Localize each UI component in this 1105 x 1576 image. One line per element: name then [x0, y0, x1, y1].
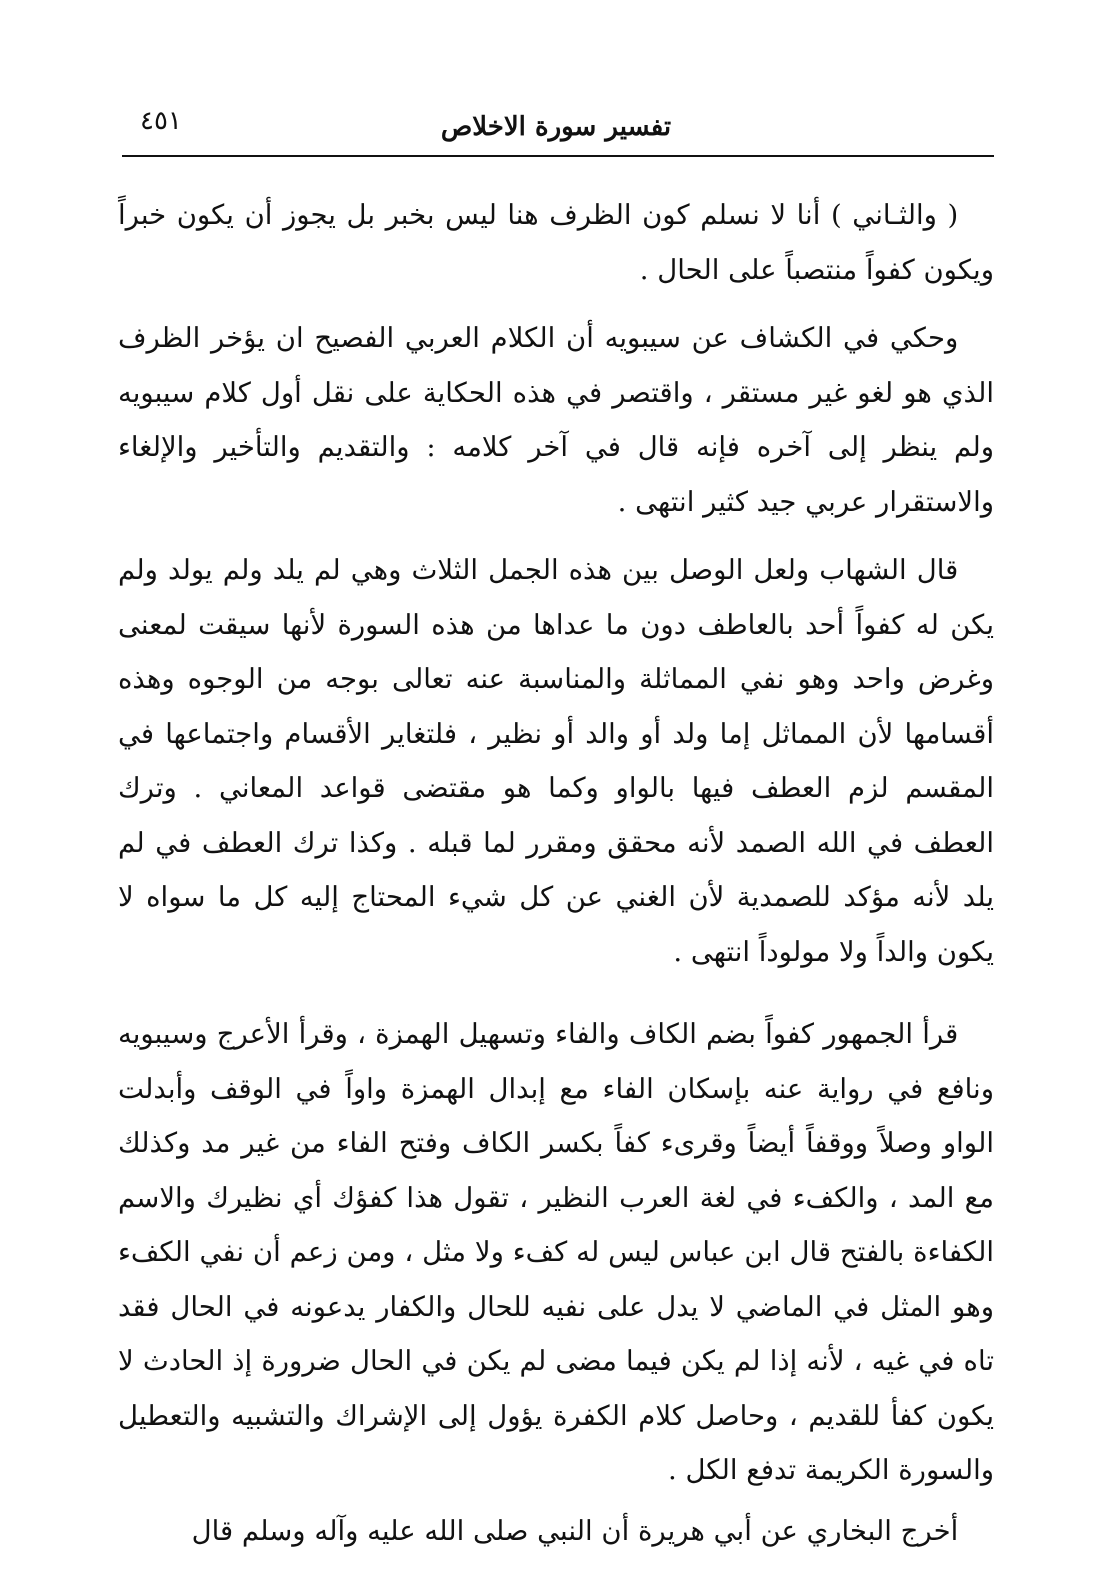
paragraph: قال الشهاب ولعل الوصل بين هذه الجمل الثلاث وهي لم يلد ولم يولد ولم يكن له كفواً أحد بالعاطف دون ما عداها من هذه السورة لأنها سيقت لمعنى وغرض واحد وهو نفي المماثلة والمناسبة عنه تعالى بوجه من الوجوه وهذه أقسامها لأن المماثل إما ولد أو والد أو نظير ، فلتغاير الأقسام واجتماعها في المقسم لزم العطف فيها بالواو وكما هو مقتضى قواعد المعاني . وترك العطف في الله الصمد لأنه محقق ومقرر لما قبله . وكذا ترك العطف في لم يلد لأنه مؤكد للصمدية لأن الغني عن كل شيء المحتاج إليه كل ما سواه لا يكون والداً ولا مولوداً انتهى .: [118, 554, 994, 968]
page-number: ٤٥١: [140, 106, 182, 136]
paragraph: قرأ الجمهور كفواً بضم الكاف والفاء وتسهيل الهمزة ، وقرأ الأعرج وسيبويه ونافع في رواية عنه بإسكان الفاء مع إبدال الهمزة واواً في الوقف وأبدلت الواو وصلاً ووقفاً أيضاً وقرىء كفاً بكسر الكاف وفتح الفاء من غير مد وكذلك مع المد ، والكفء في لغة العرب النظير ، تقول هذا كفؤك أي نظيرك والاسم الكفاءة بالفتح قال ابن عباس ليس له كفء ولا مثل ، ومن زعم أن نفي الكفء وهو المثل في الماضي لا يدل على نفيه للحال والكفار يدعونه في الحال فقد تاه في غيه ، لأنه إذا لم يكن فيما مضى لم يكن في الحال ضرورة إذ الحادث لا يكون كفأ للقديم ، وحاصل كلام الكفرة يؤول إلى الإشراك والتشبيه والتعطيل والسورة الكريمة تدفع الكل .: [118, 1018, 994, 1486]
header-rule: [122, 155, 994, 157]
body-text: [118, 188, 994, 1558]
page-header: [118, 100, 994, 156]
paragraph: ( والثـاني ) أنا لا نسلم كون الظرف هنا ليس بخبر بل يجوز أن يكون خبراً ويكون كفواً منتصباً على الحال .: [118, 199, 994, 286]
paragraph: وحكي في الكشاف عن سيبويه أن الكلام العربي الفصيح ان يؤخر الظرف الذي هو لغو غير مستقر ، واقتصر في هذه الحكاية على نقل أول كلام سيبويه ولم ينظر إلى آخره فإنه قال في آخر كلامه : والتقديم والتأخير والإلغاء والاستقرار عربي جيد كثير انتهى .: [118, 322, 994, 518]
running-title: تفسير سورة الاخلاص: [440, 112, 672, 142]
paragraph: أخرج البخاري عن أبي هريرة أن النبي صلى الله عليه وآله وسلم قال: [191, 1514, 959, 1547]
